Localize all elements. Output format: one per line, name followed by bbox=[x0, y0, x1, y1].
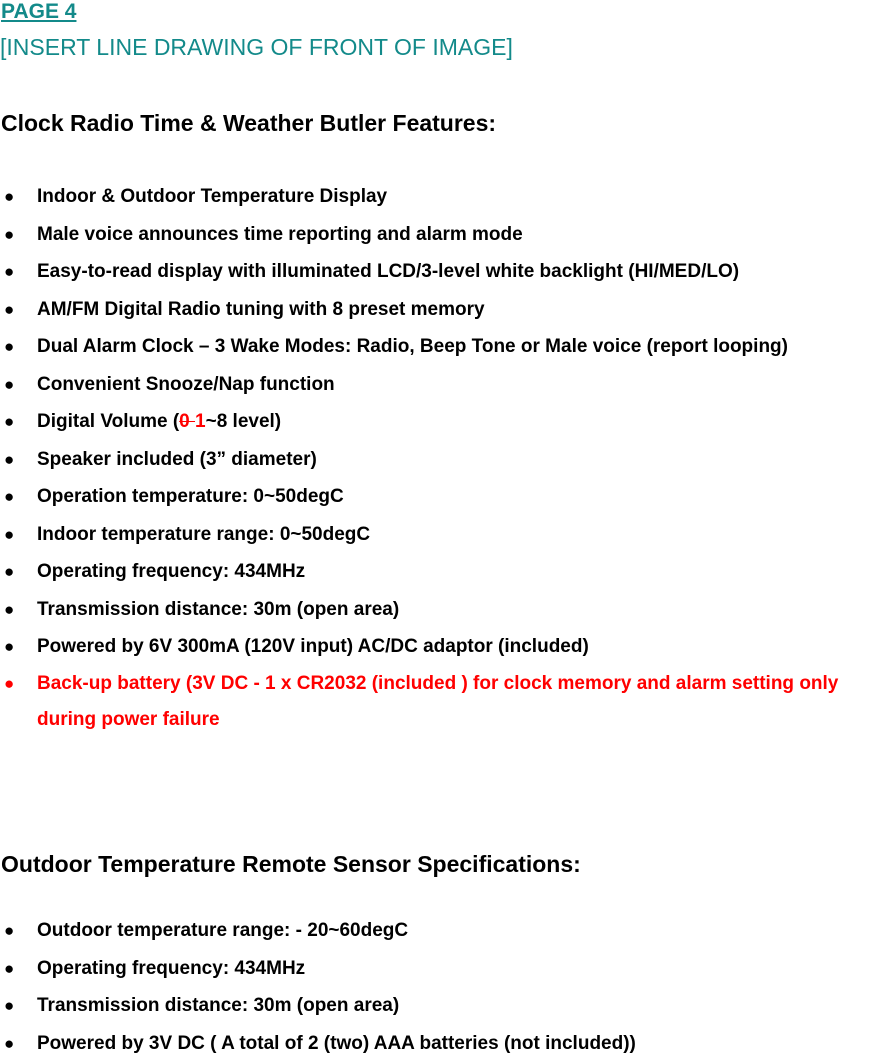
features-list bbox=[0, 178, 871, 738]
list-item: ● Dual Alarm Clock – 3 Wake Modes: Radio, Beep Tone or Male voice (report looping) bbox=[0, 328, 871, 366]
bullet-icon: ● bbox=[4, 628, 14, 666]
bullet-icon: ● bbox=[4, 553, 14, 591]
list-item: ● Operating frequency: 434MHz bbox=[0, 553, 871, 591]
bullet-icon: ● bbox=[4, 216, 14, 254]
bullet-icon: ● bbox=[4, 516, 14, 554]
deleted-text: 0 bbox=[179, 411, 195, 432]
list-item: ● Male voice announces time reporting and alarm mode bbox=[0, 216, 871, 254]
list-item: ● Powered by 6V 300mA (120V input) AC/DC adaptor (included) bbox=[0, 628, 871, 666]
list-item: ● Powered by 3V DC ( A total of 2 (two) AAA batteries (not included)) bbox=[0, 1025, 636, 1062]
bullet-icon: ● bbox=[4, 291, 14, 329]
image-placeholder: [INSERT LINE DRAWING OF FRONT OF IMAGE] bbox=[0, 33, 513, 61]
bullet-icon: ● bbox=[4, 441, 14, 479]
list-item: ● Operation temperature: 0~50degC bbox=[0, 478, 871, 516]
list-item: ● Operating frequency: 434MHz bbox=[0, 950, 636, 988]
list-item: ● Convenient Snooze/Nap function bbox=[0, 366, 871, 404]
list-item: ● Easy-to-read display with illuminated LCD/3-level white backlight (HI/MED/LO) bbox=[0, 253, 871, 291]
list-item-backup-battery: ● Back-up battery (3V DC - 1 x CR2032 (included ) for clock memory and alarm setting only during power failure bbox=[0, 666, 871, 738]
list-item: ● Outdoor temperature range: - 20~60degC bbox=[0, 912, 636, 950]
bullet-icon: ● bbox=[4, 987, 14, 1025]
bullet-icon: ● bbox=[4, 591, 14, 629]
bullet-icon: ● bbox=[4, 1025, 14, 1062]
bullet-icon: ● bbox=[4, 328, 14, 366]
list-item: ● Transmission distance: 30m (open area) bbox=[0, 591, 871, 629]
bullet-icon: ● bbox=[4, 478, 14, 516]
bullet-icon: ● bbox=[4, 366, 14, 404]
bullet-icon: ● bbox=[4, 178, 14, 216]
bullet-icon: ● bbox=[4, 666, 14, 702]
features-heading: Clock Radio Time & Weather Butler Features: bbox=[1, 109, 496, 137]
bullet-icon: ● bbox=[4, 253, 14, 291]
list-item-volume: ● Digital Volume (0 1~8 level) bbox=[0, 403, 871, 441]
list-item: ● AM/FM Digital Radio tuning with 8 preset memory bbox=[0, 291, 871, 329]
bullet-icon: ● bbox=[4, 950, 14, 988]
list-item: ● Indoor & Outdoor Temperature Display bbox=[0, 178, 871, 216]
list-item: ● Speaker included (3” diameter) bbox=[0, 441, 871, 479]
page-label: PAGE 4 bbox=[1, 0, 76, 24]
sensor-list bbox=[0, 912, 636, 1062]
list-item: ● Indoor temperature range: 0~50degC bbox=[0, 516, 871, 554]
sensor-heading: Outdoor Temperature Remote Sensor Specifications: bbox=[1, 850, 581, 878]
list-item: ● Transmission distance: 30m (open area) bbox=[0, 987, 636, 1025]
inserted-text: 1 bbox=[195, 411, 206, 432]
bullet-icon: ● bbox=[4, 403, 14, 441]
bullet-icon: ● bbox=[4, 912, 14, 950]
